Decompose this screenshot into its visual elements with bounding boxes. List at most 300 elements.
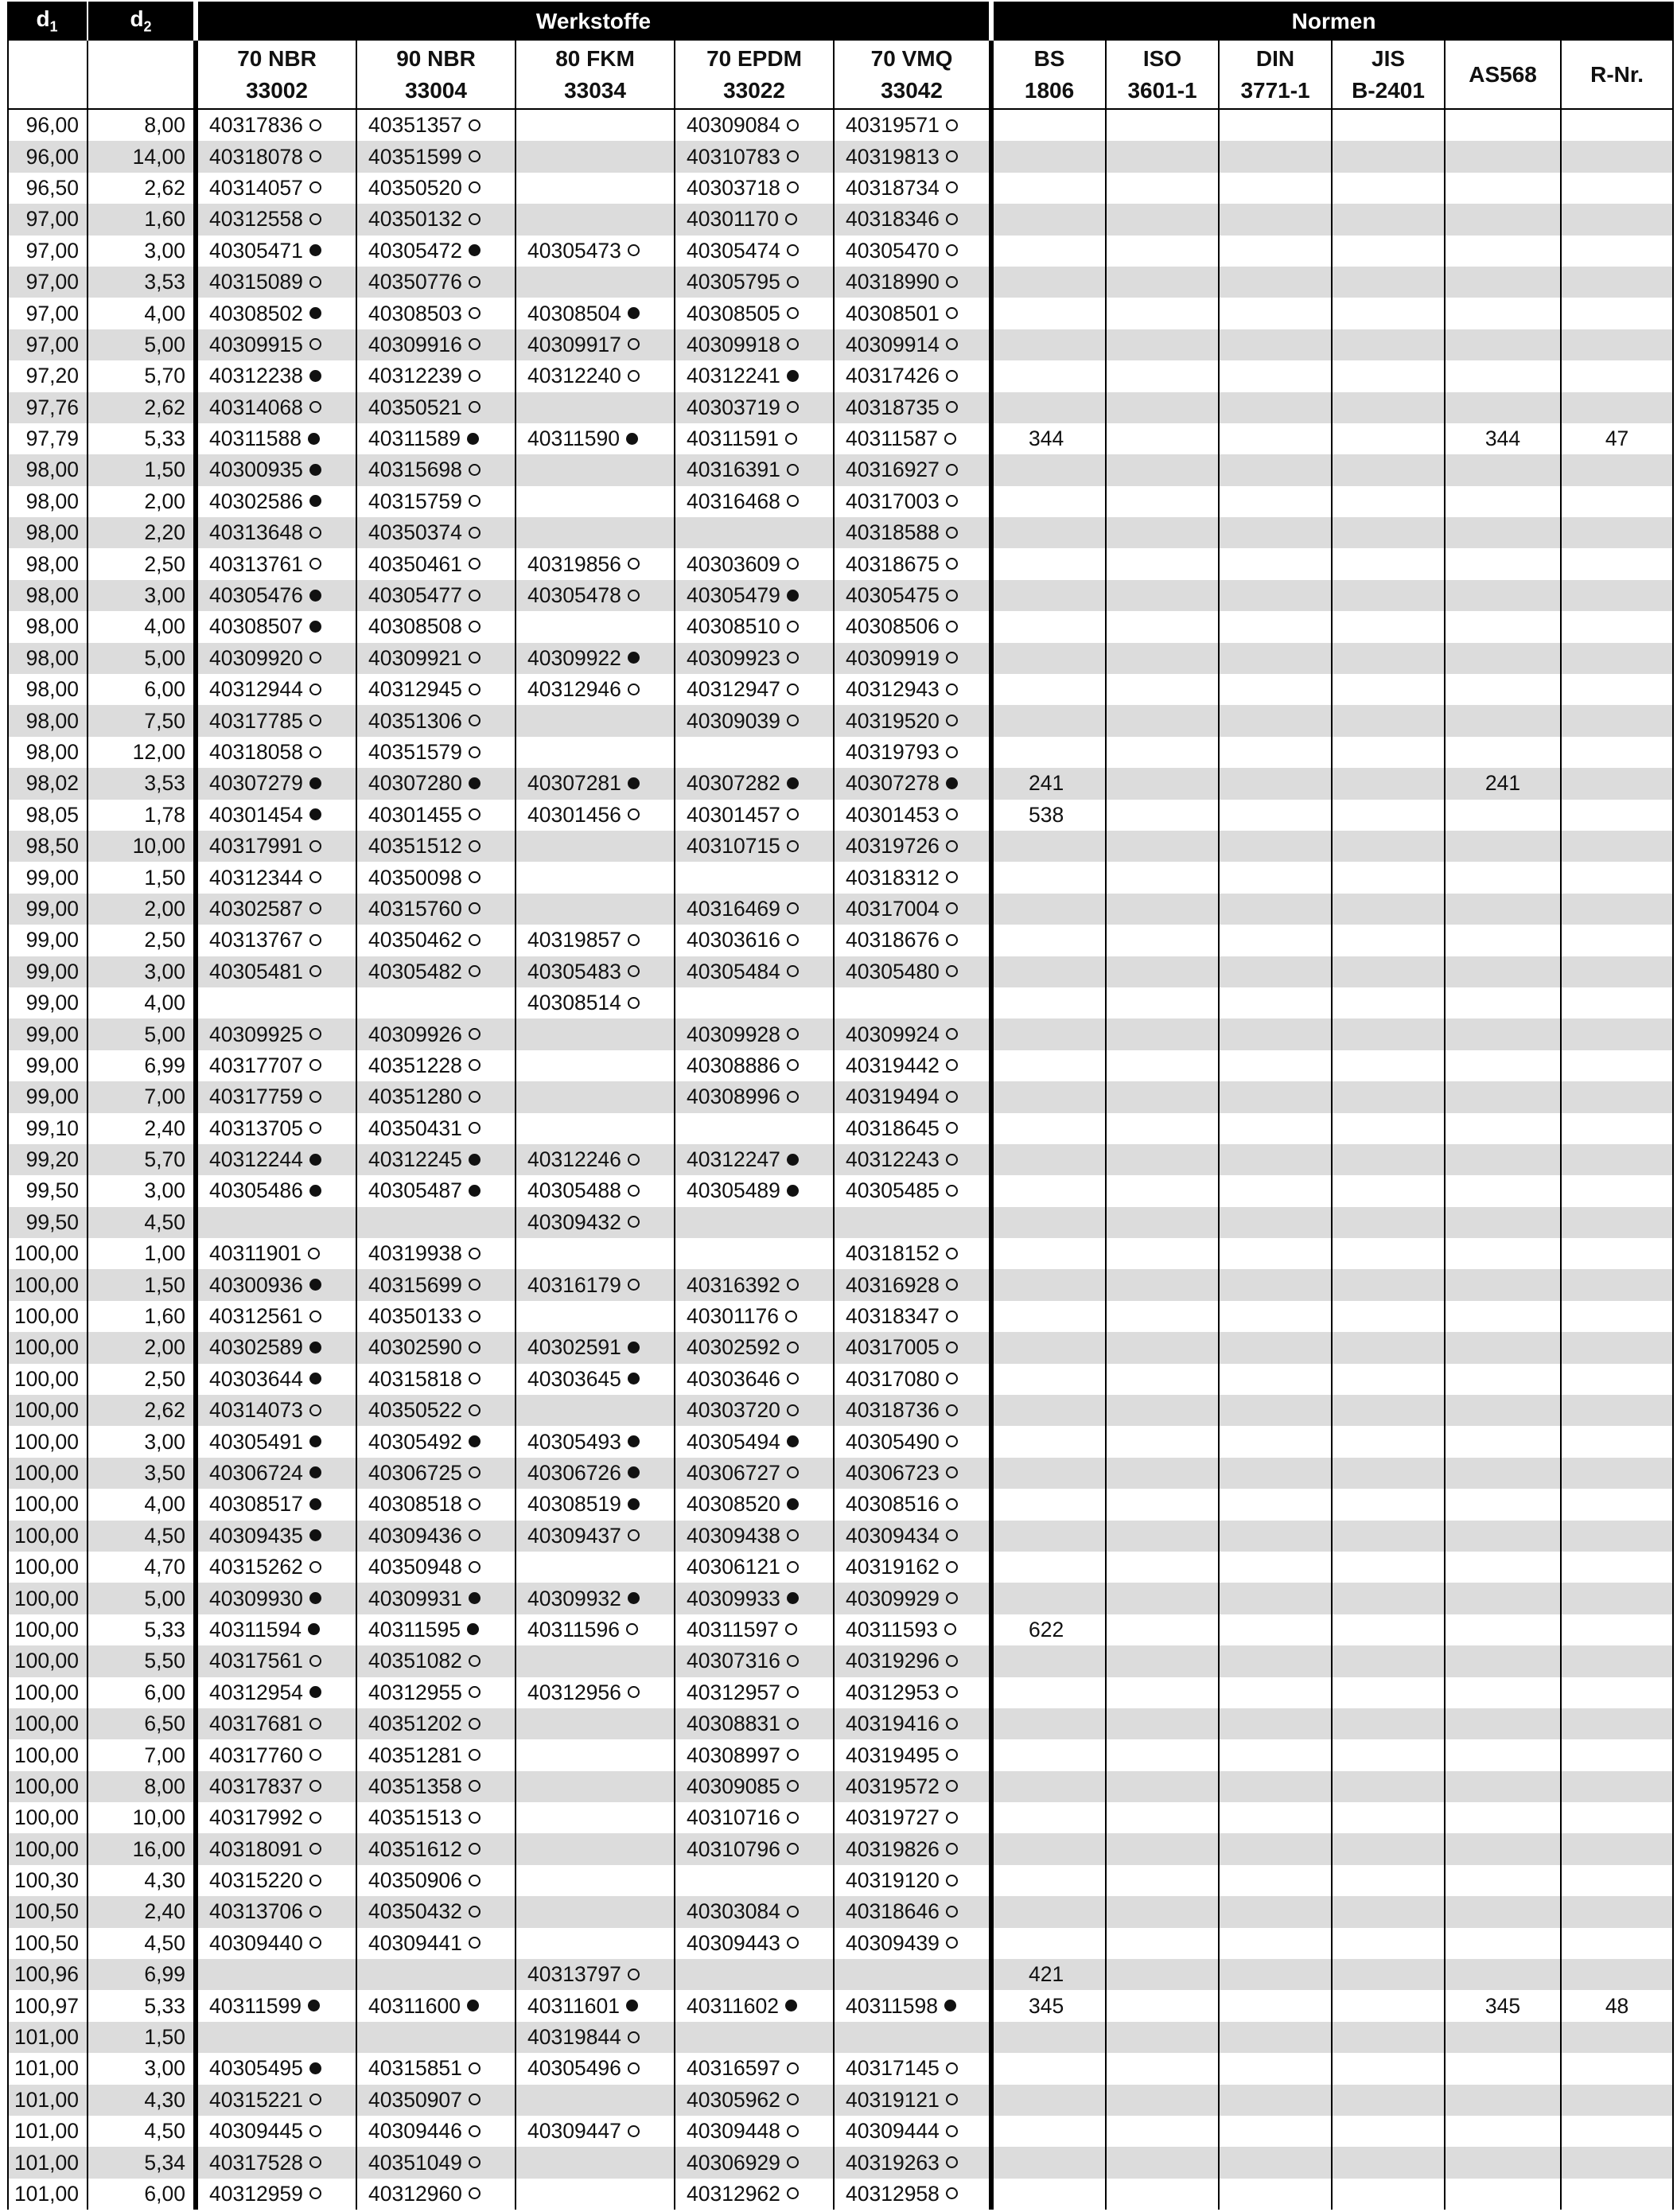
article-number: 40309914	[846, 332, 940, 356]
open-circle-icon	[469, 1373, 481, 1384]
cell-norm-1	[1107, 1207, 1220, 1238]
cell-norm-4	[1445, 737, 1562, 768]
cell-norm-3	[1333, 204, 1445, 235]
cell-d2: 4,30	[88, 1865, 198, 1896]
article-number: 40309933	[687, 1586, 780, 1610]
cell-material-3	[675, 1364, 835, 1395]
article-number: 40319793	[846, 740, 940, 764]
cell-material-2	[516, 1489, 675, 1520]
article-number: 40316468	[687, 489, 780, 513]
open-circle-icon	[946, 1780, 958, 1792]
cell-material-4	[835, 956, 994, 987]
filled-circle-icon	[309, 495, 321, 507]
cell-d1: 98,00	[7, 643, 88, 674]
cell-d1: 97,76	[7, 392, 88, 423]
cell-material-2	[516, 360, 675, 391]
cell-material-3	[675, 1583, 835, 1614]
cell-material-0	[198, 1739, 357, 1770]
cell-norm-4	[1445, 360, 1562, 391]
cell-material-2	[516, 1896, 675, 1927]
cell-norm-1	[1107, 1081, 1220, 1112]
cell-norm-3	[1333, 580, 1445, 611]
article-number: 40350907	[368, 2087, 462, 2112]
cell-norm-5	[1562, 2085, 1674, 2116]
open-circle-icon	[469, 1937, 481, 1949]
open-circle-icon	[787, 119, 799, 131]
cell-material-0	[198, 2179, 357, 2210]
cell-material-2	[516, 925, 675, 956]
open-circle-icon	[469, 808, 481, 820]
cell-d2: 5,33	[88, 1990, 198, 2021]
cell-norm-0	[994, 2022, 1107, 2053]
article-number: 40317836	[209, 113, 303, 138]
cell-material-4	[835, 674, 994, 705]
cell-norm-2	[1220, 454, 1333, 485]
article-number: 40311901	[209, 1241, 302, 1266]
article-number: 40313767	[209, 928, 303, 952]
cell-material-1	[357, 2022, 516, 2053]
article-number: 40306724	[209, 1460, 303, 1485]
article-number: 40350098	[368, 865, 462, 890]
cell-material-4	[835, 2179, 994, 2210]
cell-material-0	[198, 2085, 357, 2116]
cell-material-0	[198, 737, 357, 768]
cell-d1: 99,00	[7, 925, 88, 956]
filled-circle-icon	[628, 1498, 640, 1510]
cell-material-3	[675, 360, 835, 391]
table-row	[7, 925, 1674, 956]
table-row	[7, 2053, 1674, 2084]
open-circle-icon	[309, 1561, 321, 1573]
cell-norm-2	[1220, 2022, 1333, 2053]
cell-norm-2	[1220, 956, 1333, 987]
open-circle-icon	[469, 276, 481, 288]
article-number: 40308520	[687, 1492, 780, 1517]
cell-d2: 6,99	[88, 1050, 198, 1081]
cell-norm-2	[1220, 1458, 1333, 1489]
table-row	[7, 1332, 1674, 1363]
filled-circle-icon	[787, 590, 799, 602]
cell-material-3	[675, 1645, 835, 1677]
cell-norm-3	[1333, 110, 1445, 141]
cell-norm-4: 344	[1445, 423, 1562, 454]
cell-norm-0	[994, 1802, 1107, 1833]
cell-norm-0	[994, 110, 1107, 141]
cell-material-2	[516, 1865, 675, 1896]
article-number: 40311591	[687, 426, 779, 451]
open-circle-icon	[469, 213, 481, 225]
cell-material-1	[357, 204, 516, 235]
table-row	[7, 2147, 1674, 2178]
cell-norm-0	[994, 643, 1107, 674]
cell-norm-4	[1445, 173, 1562, 204]
open-circle-icon	[946, 2125, 958, 2137]
cell-material-2	[516, 1301, 675, 1332]
cell-norm-1	[1107, 1990, 1220, 2021]
cell-material-1	[357, 2053, 516, 2084]
cell-material-0	[198, 329, 357, 360]
cell-norm-2	[1220, 1990, 1333, 2021]
open-circle-icon	[946, 495, 958, 507]
cell-d1: 100,00	[7, 1426, 88, 1457]
open-circle-icon	[946, 1028, 958, 1040]
cell-material-0	[198, 1238, 357, 1269]
table-row	[7, 1238, 1674, 1269]
cell-norm-1	[1107, 392, 1220, 423]
cell-d2: 5,33	[88, 1614, 198, 1645]
open-circle-icon	[469, 2125, 481, 2137]
cell-material-0	[198, 1928, 357, 1959]
open-circle-icon	[787, 715, 799, 726]
cell-norm-2	[1220, 2053, 1333, 2084]
cell-norm-2	[1220, 705, 1333, 736]
open-circle-icon	[309, 1028, 321, 1040]
cell-norm-5	[1562, 1802, 1674, 1833]
cell-d2: 4,50	[88, 1521, 198, 1552]
open-circle-icon	[787, 2125, 799, 2137]
cell-norm-0: 622	[994, 1614, 1107, 1645]
open-circle-icon	[469, 1091, 481, 1103]
cell-norm-2	[1220, 737, 1333, 768]
cell-norm-3	[1333, 1426, 1445, 1457]
article-number: 40317426	[846, 364, 940, 388]
cell-d2: 2,40	[88, 1113, 198, 1144]
cell-norm-4	[1445, 1489, 1562, 1520]
article-number: 40308516	[846, 1492, 940, 1517]
cell-norm-2	[1220, 1238, 1333, 1269]
cell-norm-2	[1220, 1144, 1333, 1175]
cell-material-1	[357, 1896, 516, 1927]
cell-material-3	[675, 173, 835, 204]
cell-norm-0	[994, 1175, 1107, 1206]
article-number: 40312955	[368, 1680, 462, 1704]
cell-material-1	[357, 298, 516, 329]
open-circle-icon	[309, 840, 321, 852]
header-d1-blank	[7, 41, 88, 110]
cell-norm-2	[1220, 517, 1333, 548]
open-circle-icon	[628, 590, 640, 602]
article-number: 40305471	[209, 238, 303, 263]
cell-d2: 3,00	[88, 1426, 198, 1457]
cell-material-2	[516, 1113, 675, 1144]
cell-material-2	[516, 987, 675, 1018]
cell-norm-3	[1333, 1238, 1445, 1269]
open-circle-icon	[628, 683, 640, 695]
cell-material-4	[835, 2147, 994, 2178]
cell-material-4	[835, 1833, 994, 1864]
cell-norm-3	[1333, 2116, 1445, 2147]
article-number: 40351281	[368, 1743, 462, 1767]
open-circle-icon	[787, 2187, 799, 2199]
cell-norm-4	[1445, 674, 1562, 705]
article-number: 40309085	[687, 1774, 780, 1798]
cell-norm-2	[1220, 1739, 1333, 1770]
cell-material-4	[835, 360, 994, 391]
cell-norm-2	[1220, 329, 1333, 360]
table-row	[7, 204, 1674, 235]
table-row	[7, 1708, 1674, 1739]
article-number: 40318346	[846, 207, 940, 232]
cell-norm-1	[1107, 2179, 1220, 2210]
cell-norm-3	[1333, 987, 1445, 1018]
article-number: 40312244	[209, 1147, 303, 1172]
cell-norm-1	[1107, 1426, 1220, 1457]
cell-d1: 98,00	[7, 548, 88, 579]
open-circle-icon	[309, 558, 321, 570]
cell-material-2	[516, 705, 675, 736]
open-circle-icon	[946, 621, 958, 633]
cell-material-2	[516, 831, 675, 862]
cell-norm-3	[1333, 298, 1445, 329]
article-number: 40312943	[846, 677, 940, 702]
article-number: 40312953	[846, 1680, 940, 1704]
open-circle-icon	[309, 683, 321, 695]
cell-d1: 99,10	[7, 1113, 88, 1144]
article-number: 40311595	[368, 1617, 461, 1641]
article-number: 40308997	[687, 1743, 780, 1767]
article-number: 40308508	[368, 614, 462, 639]
cell-material-3	[675, 1521, 835, 1552]
cell-norm-4	[1445, 1677, 1562, 1708]
cell-material-1	[357, 1833, 516, 1864]
cell-norm-5	[1562, 800, 1674, 831]
cell-material-2	[516, 1959, 675, 1990]
cell-norm-4	[1445, 329, 1562, 360]
cell-norm-1	[1107, 1364, 1220, 1395]
cell-material-3	[675, 987, 835, 1018]
cell-norm-2	[1220, 1677, 1333, 1708]
cell-norm-3	[1333, 2022, 1445, 2053]
cell-norm-2	[1220, 267, 1333, 298]
cell-norm-1	[1107, 548, 1220, 579]
cell-norm-3	[1333, 737, 1445, 768]
table-row	[7, 1645, 1674, 1677]
open-circle-icon	[309, 1310, 321, 1322]
cell-d2: 6,00	[88, 2179, 198, 2210]
cell-norm-0	[994, 1458, 1107, 1489]
cell-material-2	[516, 392, 675, 423]
cell-norm-2	[1220, 674, 1333, 705]
article-number: 40309923	[687, 645, 780, 670]
cell-d1: 98,50	[7, 831, 88, 862]
cell-d2: 2,62	[88, 173, 198, 204]
open-circle-icon	[946, 1718, 958, 1730]
filled-circle-icon	[787, 1154, 799, 1166]
table-row	[7, 267, 1674, 298]
open-circle-icon	[787, 1655, 799, 1667]
cell-d1: 100,96	[7, 1959, 88, 1990]
cell-d2: 2,62	[88, 392, 198, 423]
article-number: 40305488	[527, 1178, 621, 1203]
open-circle-icon	[787, 464, 799, 476]
cell-norm-4	[1445, 987, 1562, 1018]
article-number: 40351512	[368, 834, 462, 859]
article-number: 40309444	[846, 2119, 940, 2144]
table-row	[7, 1771, 1674, 1802]
open-circle-icon	[628, 338, 640, 350]
cell-norm-3	[1333, 1144, 1445, 1175]
cell-material-4	[835, 1144, 994, 1175]
cell-norm-0	[994, 1489, 1107, 1520]
article-number: 40305478	[527, 583, 621, 608]
article-number: 40319416	[846, 1712, 940, 1736]
article-number: 40315262	[209, 1555, 303, 1579]
cell-material-2	[516, 1552, 675, 1583]
open-circle-icon	[469, 1655, 481, 1667]
cell-d2: 5,33	[88, 423, 198, 454]
open-circle-icon	[785, 1623, 797, 1635]
filled-circle-icon	[309, 1342, 321, 1353]
norm-header-5: R-Nr.	[1562, 41, 1674, 110]
filled-circle-icon	[469, 1592, 481, 1604]
article-number: 40311590	[527, 426, 620, 451]
article-number: 40303718	[687, 175, 780, 200]
article-number: 40312960	[368, 2181, 462, 2206]
article-number: 40300936	[209, 1272, 303, 1297]
cell-d2: 3,53	[88, 267, 198, 298]
cell-material-0	[198, 1301, 357, 1332]
cell-d2: 6,00	[88, 1677, 198, 1708]
cell-d1: 100,00	[7, 1645, 88, 1677]
cell-material-0	[198, 2053, 357, 2084]
cell-norm-3	[1333, 1990, 1445, 2021]
filled-circle-icon	[628, 1435, 640, 1447]
table-row	[7, 768, 1674, 799]
cell-norm-4	[1445, 1928, 1562, 1959]
cell-norm-5	[1562, 1238, 1674, 1269]
open-circle-icon	[309, 715, 321, 726]
cell-norm-5	[1562, 548, 1674, 579]
cell-norm-2	[1220, 141, 1333, 172]
article-number: 40316928	[846, 1272, 940, 1297]
cell-norm-2	[1220, 925, 1333, 956]
article-number: 40315851	[368, 2056, 462, 2081]
cell-norm-4	[1445, 925, 1562, 956]
article-number: 40351579	[368, 740, 462, 764]
open-circle-icon	[309, 181, 321, 193]
article-number: 40309919	[846, 645, 940, 670]
open-circle-icon	[309, 1122, 321, 1134]
cell-material-1	[357, 580, 516, 611]
article-number: 40319844	[527, 2025, 621, 2050]
article-number: 40307316	[687, 1649, 780, 1673]
material-header-3: 70 EPDM 33022	[675, 41, 835, 110]
cell-norm-1	[1107, 611, 1220, 642]
cell-material-1	[357, 1018, 516, 1050]
cell-material-2	[516, 2116, 675, 2147]
cell-d1: 96,00	[7, 141, 88, 172]
cell-norm-1	[1107, 2022, 1220, 2053]
article-number: 40316392	[687, 1272, 780, 1297]
open-circle-icon	[787, 1059, 799, 1071]
cell-norm-5	[1562, 580, 1674, 611]
filled-circle-icon	[309, 590, 321, 602]
cell-material-4	[835, 800, 994, 831]
cell-material-3	[675, 768, 835, 799]
table-row	[7, 1301, 1674, 1332]
table-row	[7, 643, 1674, 674]
cell-norm-0	[994, 1833, 1107, 1864]
cell-material-2	[516, 1238, 675, 1269]
cell-d1: 97,00	[7, 298, 88, 329]
open-circle-icon	[309, 1091, 321, 1103]
cell-norm-3	[1333, 1113, 1445, 1144]
table-row	[7, 1896, 1674, 1927]
open-circle-icon	[787, 1780, 799, 1792]
open-circle-icon	[946, 1875, 958, 1887]
cell-material-0	[198, 987, 357, 1018]
cell-norm-4	[1445, 2022, 1562, 2053]
cell-material-1	[357, 768, 516, 799]
article-number: 40312240	[527, 364, 621, 388]
cell-norm-4	[1445, 956, 1562, 987]
cell-norm-5	[1562, 517, 1674, 548]
cell-norm-0	[994, 737, 1107, 768]
cell-norm-2	[1220, 611, 1333, 642]
article-number: 40311598	[846, 1993, 938, 2018]
open-circle-icon	[787, 276, 799, 288]
table-row	[7, 1865, 1674, 1896]
article-number: 40350776	[368, 270, 462, 294]
cell-material-3	[675, 1489, 835, 1520]
article-number: 40303719	[687, 395, 780, 419]
cell-d1: 98,00	[7, 611, 88, 642]
article-number: 40302586	[209, 489, 303, 513]
article-number: 40301453	[846, 802, 940, 827]
open-circle-icon	[469, 1686, 481, 1698]
table-row	[7, 1521, 1674, 1552]
cell-norm-4	[1445, 2053, 1562, 2084]
cell-material-0	[198, 236, 357, 267]
article-number: 40308510	[687, 614, 780, 639]
cell-norm-1	[1107, 1708, 1220, 1739]
cell-norm-5	[1562, 1677, 1674, 1708]
cell-d2: 1,50	[88, 862, 198, 893]
cell-material-0	[198, 2147, 357, 2178]
cell-norm-0	[994, 956, 1107, 987]
article-number: 40318091	[209, 1836, 303, 1861]
filled-circle-icon	[944, 2000, 956, 2011]
cell-material-1	[357, 454, 516, 485]
cell-norm-4	[1445, 1865, 1562, 1896]
open-circle-icon	[787, 2062, 799, 2074]
norm-header-1: ISO 3601-1	[1107, 41, 1220, 110]
cell-material-2	[516, 1426, 675, 1457]
article-number: 40319813	[846, 144, 940, 169]
article-number: 40351082	[368, 1649, 462, 1673]
table-row	[7, 1677, 1674, 1708]
article-number: 40309917	[527, 332, 621, 356]
article-number: 40351357	[368, 113, 462, 138]
cell-norm-1	[1107, 894, 1220, 925]
cell-norm-2	[1220, 580, 1333, 611]
open-circle-icon	[787, 1686, 799, 1698]
cell-material-0	[198, 862, 357, 893]
open-circle-icon	[787, 840, 799, 852]
cell-material-4	[835, 423, 994, 454]
cell-norm-5	[1562, 1050, 1674, 1081]
cell-norm-4	[1445, 1833, 1562, 1864]
cell-norm-2	[1220, 1708, 1333, 1739]
article-number: 40303609	[687, 551, 780, 576]
article-number: 40303084	[687, 1899, 780, 1924]
cell-norm-0	[994, 360, 1107, 391]
open-circle-icon	[628, 2031, 640, 2043]
cell-norm-3	[1333, 1301, 1445, 1332]
cell-norm-3	[1333, 2053, 1445, 2084]
open-circle-icon	[787, 1937, 799, 1949]
table-row	[7, 1018, 1674, 1050]
